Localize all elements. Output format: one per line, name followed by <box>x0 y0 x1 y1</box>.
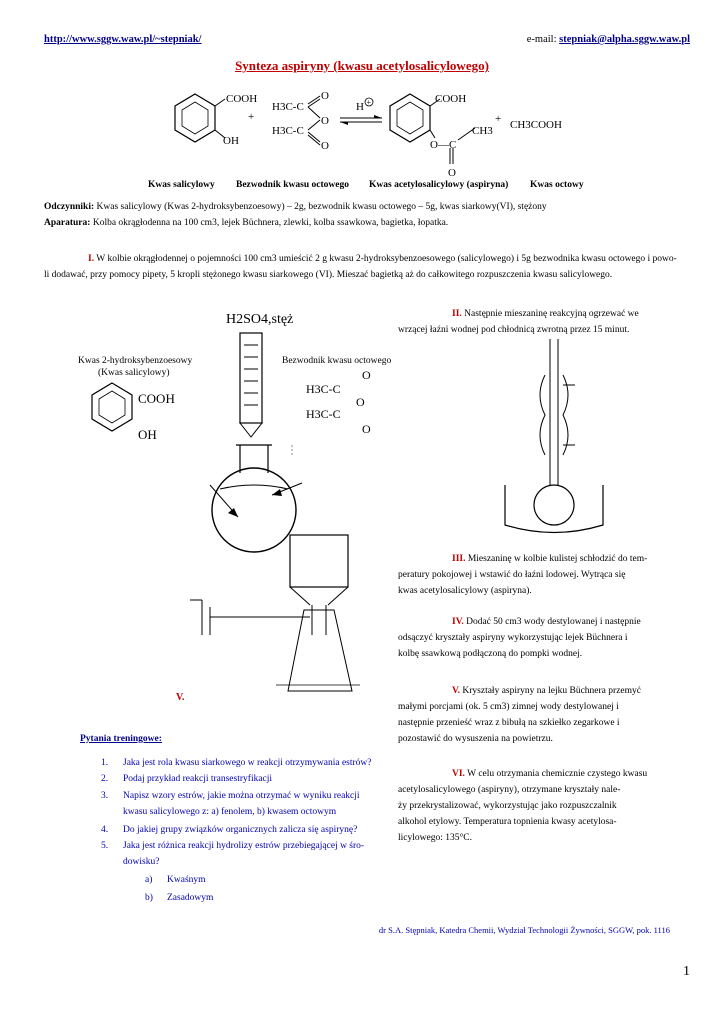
question-5: 5. <box>101 841 109 851</box>
step-5: V. Kryształy aspiryny na lejku Büchnera przemyć małymi porcjami (ok. 5 cm3) zimnej wody destylowanej i następnie przenieść wraz z bibułą na szkiełko zegarkowe i pozostawić do wysuszenia na powietrzu. <box>398 686 641 744</box>
label-anhydride: Bezwodnik kwasu octowego <box>236 180 349 190</box>
question-1: 1. <box>101 758 109 768</box>
plus-2: + <box>495 113 502 125</box>
reagents-text: Kwas salicylowy (Kwas 2-hydroksybenzoesowy) – 2g, bezwodnik kwasu octowego – 5g, kwas siarkowy(VI), stężony <box>96 202 547 212</box>
label-acetic: Kwas octowy <box>530 180 584 190</box>
step-6: VI. W celu otrzymania chemicznie czystego kwasu acetylosalicylowego (aspiryny), otrzymane kryształy nale- ży przekrystalizować, wykorzystując jako rozpuszczalnik alkohol etylowy. Temperatura topnienia kwasy acetylosa- licylowego: 135°C. <box>398 769 648 843</box>
reagents-line <box>44 202 547 212</box>
o-3: O <box>321 140 329 152</box>
apparatus-text: Kolba okrągłodenna na 100 cm3, lejek Büchnera, zlewki, kolba ssawkowa, bagietka, łopatka. <box>92 218 449 228</box>
step-3: III. Mieszaninę w kolbie kulistej schłodzić do tem- peratury pokojowej i wstawić do łaźni lodowej. Wytrąca się kwas acetylosalicylowy (aspiryna). <box>398 554 648 596</box>
fig-o3: O <box>362 422 371 436</box>
fig-cooh: COOH <box>138 391 175 406</box>
question-5-text: Jaka jest różnica reakcji hydrolizy estrów przebiegającej w śro- <box>123 841 365 851</box>
url-link[interactable]: http://www.sggw.waw.pl/~stepniak/ <box>44 34 202 45</box>
oh-text: OH <box>223 135 239 147</box>
cooh-text: COOH <box>226 93 258 105</box>
label-aspirin: Kwas acetylosalicylowy (aspiryna) <box>369 180 509 190</box>
header-email <box>527 34 690 45</box>
apparatus-figure <box>60 305 400 705</box>
question-4-text: Do jakiej grupy związków organicznych zalicza się aspirynę? <box>123 825 358 835</box>
fig-o1: O <box>362 368 371 382</box>
question-4: 4. <box>101 825 109 835</box>
fig-oh: OH <box>138 427 157 442</box>
question-3: 3. <box>101 791 109 801</box>
fig-anh-bottom: H3C-C <box>306 407 341 421</box>
reflux-figure <box>495 335 625 545</box>
question-2: 2. <box>101 774 109 784</box>
question-3-text: Napisz wzory estrów, jakie można otrzymać w wyniku reakcji <box>123 791 360 801</box>
page-title: Synteza aspiryny (kwasu acetylosalicylowego) <box>235 58 489 73</box>
email-link[interactable]: stepniak@alpha.sggw.waw.pl <box>559 34 690 45</box>
header-url[interactable] <box>44 34 201 45</box>
fig-anh-top: H3C-C <box>306 382 341 396</box>
fig-o2: O <box>356 395 365 409</box>
apparatus-line <box>44 218 448 228</box>
step-1-num: I. <box>88 254 95 264</box>
reagents-label: Odczynniki: <box>44 202 95 212</box>
step-1 <box>44 251 694 283</box>
questions-title: Pytania treningowe: <box>80 734 162 744</box>
cooh-aspirin: COOH <box>435 93 467 105</box>
question-3-text-cont: kwasu salicylowego z: a) fenolem, b) kwasem octowym <box>123 807 337 817</box>
anhydride-top: H3C-C <box>272 101 304 113</box>
apparatus-label: Aparatura: <box>44 218 91 228</box>
o-2: O <box>321 115 329 127</box>
sub-a: a) <box>145 875 153 885</box>
step-4: IV. Dodać 50 cm3 wody destylowanej i następnie odsączyć kryształy aspiryny wykorzystując lejek Büchnera i kolbę ssawkową podłączoną do pompki wodnej. <box>398 617 641 659</box>
plus-1: + <box>248 111 255 123</box>
question-1-text: Jaka jest rola kwasu siarkowego w reakcji otrzymywania estrów? <box>123 758 372 768</box>
ester-oc: O—C <box>430 139 457 151</box>
fig-step5: V. <box>176 692 185 703</box>
page-number: 1 <box>683 964 690 979</box>
h2so4-label: H2SO4,stęż <box>226 312 294 327</box>
salicylic-label-2: (Kwas salicylowy) <box>98 368 170 378</box>
question-5-text-cont: dowisku? <box>123 857 160 867</box>
anhydride-label: Bezwodnik kwasu octowego <box>282 356 392 366</box>
sub-b: b) <box>145 893 153 903</box>
o-aspirin: O <box>448 167 456 179</box>
sub-a-text: Kwaśnym <box>167 875 206 885</box>
question-2-text: Podaj przykład reakcji transestryfikacji <box>123 774 273 784</box>
acetic-acid: CH3COOH <box>510 119 562 131</box>
o-1: O <box>321 90 329 102</box>
footer-credit: dr S.A. Stępniak, Katedra Chemii, Wydział Technologii Żywności, SGGW, pok. 1116 <box>378 925 670 935</box>
ch3-aspirin: CH3 <box>472 125 493 137</box>
sub-b-text: Zasadowym <box>167 893 214 903</box>
reaction-scheme <box>160 82 620 192</box>
step-1-line1: W kolbie okrągłodennej o pojemności 100 cm3 umieścić 2 g kwasu 2-hydroksybenzoesowego (salicylowego) i 5g bezwodnika kwasu octowego i powo- <box>96 254 677 264</box>
salicylic-label-1: Kwas 2-hydroksybenzoesowy <box>78 356 193 366</box>
email-label: e-mail: <box>526 34 557 45</box>
step-2: II. Następnie mieszaninę reakcyjną ogrzewać we wrzącej łaźni wodnej pod chłodnicą zwrotną przez 15 minut. <box>398 309 639 335</box>
svg-text:+: + <box>366 98 372 107</box>
anhydride-bottom: H3C-C <box>272 125 304 137</box>
h-plus: H <box>356 101 364 113</box>
label-salicylic: Kwas salicylowy <box>148 180 215 190</box>
step-1-line2: li dodawać, przy pomocy pipety, 5 kropli stężonego kwasu siarkowego (VI). Mieszać bagietką aż do całkowitego rozpuszczenia kwasu salicylowego. <box>44 270 613 280</box>
